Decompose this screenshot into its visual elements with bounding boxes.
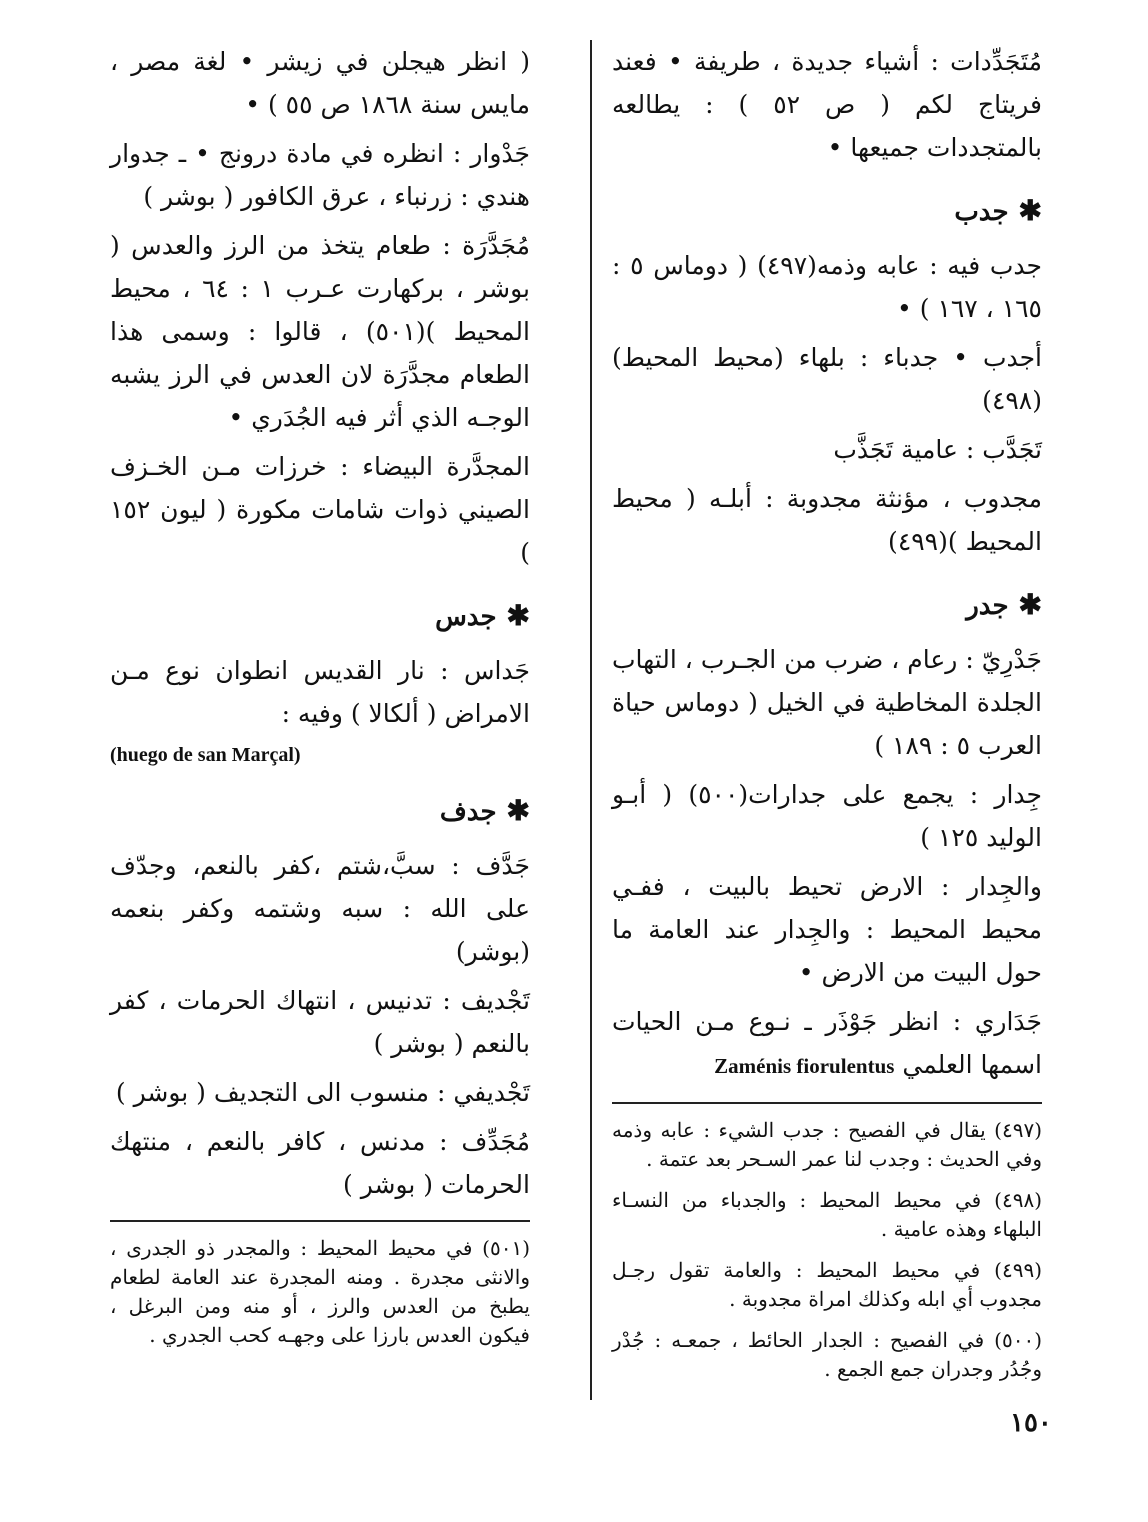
heading-jds bbox=[110, 596, 530, 637]
page-number: ١٥٠ bbox=[1010, 1408, 1052, 1438]
asterisk-icon: ✱ bbox=[506, 794, 530, 827]
entry: تَجَدَّب : عامية تَجَذَّب bbox=[833, 435, 1042, 464]
heading-label: جدر bbox=[966, 591, 1009, 621]
entry: مُجَدَّرَة : طعام يتخذ من الرز والعدس ( بوشر ، بركهارت عـرب ١ : ٦٤ ، محيط المحيط )(٥٠١) ، قالوا : وسمى هذا الطعام مجدَّرَة لان العدس في الرز يشبه الوجـه الذي أثر فيه الجُدَري • bbox=[110, 231, 530, 432]
entry: جِدار : يجمع على جدارات(٥٠٠) ( أبـو الوليد ١٢٥ ) bbox=[612, 780, 1042, 852]
entry: جَدَّف : سبَّ،شتم ،كفر بالنعم، وجدّف على الله : سبه وشتمه وكفر بنعمه (بوشر) bbox=[110, 851, 530, 966]
entry: المجدَّرة البيضاء : خرزات مـن الخـزف الصيني ذوات شامات مكورة ( ليون ١٥٢ ) bbox=[110, 452, 530, 567]
entry: جدب فيه : عابه وذمه(٤٩٧) ( دوماس ٥ : ١٦٥ ، ١٦٧ ) • bbox=[612, 251, 1043, 323]
entry-jadari bbox=[612, 1000, 1042, 1088]
footnote: (٥٠٠) في الفصيح : الجدار الحائط ، جمعـه : جُدْر وجُدُر وجدران جمع الجمع . bbox=[612, 1328, 1042, 1381]
heading-label: جدس bbox=[435, 602, 497, 632]
footnote: (٤٩٨) في محيط المحيط : والجدباء من النسـاء البلهاء وهذه عامية . bbox=[612, 1188, 1042, 1241]
entry-text: جَدَاري : انظر جَوْذَر ـ نـوع مـن الحيات اسمها العلمي bbox=[612, 1007, 1042, 1079]
entry: ( انظر هيجلن في زيشر • لغة مصر ، مايس سنة ١٨٦٨ ص ٥٥ ) • bbox=[110, 47, 530, 119]
entry: والجِدار : الارض تحيط بالبيت ، ففـي محيط المحيط : والجِدار عند العامة ما حول البيت من الارض • bbox=[612, 872, 1042, 987]
entry: جَدْوار : انظره في مادة درونج • ـ جدوار هندي : زرنباء ، عرق الكافور ( بوشر ) bbox=[110, 139, 530, 211]
heading-jdf bbox=[110, 791, 530, 832]
entry: أجدب • جدباء : بلهاء (محيط المحيط)(٤٩٨) bbox=[612, 343, 1042, 415]
right-column bbox=[612, 40, 1042, 1396]
column-divider bbox=[590, 40, 592, 1400]
entry: تَجْديف : تدنيس ، انتهاك الحرمات ، كفر بالنعم ( بوشر ) bbox=[110, 986, 530, 1058]
asterisk-icon: ✱ bbox=[506, 599, 530, 632]
entry: تَجْديفي : منسوب الى التجديف ( بوشر ) bbox=[115, 1078, 530, 1107]
latin-gloss: (huego de san Marçal) bbox=[110, 744, 301, 766]
footnote-rule bbox=[110, 1220, 530, 1222]
footnote: (٤٩٩) في محيط المحيط : والعامة تقول رجـل مجدوب أي ابله وكذلك امراة مجدوبة . bbox=[612, 1258, 1042, 1311]
footnote: (٤٩٧) يقال في الفصيح : جدب الشيء : عابه وذمه وفي الحديث : وجدب لنا عمر السـحر بعد عتمة . bbox=[612, 1118, 1042, 1171]
entry: مُجَدِّف : مدنس ، كافر بالنعم ، منتهك الحرمات ( بوشر ) bbox=[110, 1127, 530, 1199]
entry: مجدوب ، مؤنثة مجدوبة : أبلـه ( محيط المحيط )(٤٩٩) bbox=[612, 484, 1042, 556]
asterisk-icon: ✱ bbox=[1018, 194, 1042, 227]
heading-label: جدب bbox=[954, 197, 1009, 227]
entry: جَدْرِيّ : رعام ، ضرب من الجـرب ، التهاب الجلدة المخاطية في الخيل ( دوماس حياة العرب ٥ : ١٨٩ ) bbox=[612, 645, 1042, 760]
heading-jdb bbox=[612, 191, 1042, 232]
entry: جَداس : نار القديس انطوان نوع مـن الامراض ( ألكالا ) وفيه : bbox=[110, 656, 530, 728]
latin-species-name: Zaménis fiorulentus bbox=[714, 1054, 895, 1078]
left-column bbox=[110, 40, 530, 1362]
heading-jdr bbox=[612, 585, 1042, 626]
footnote: (٥٠١) في محيط المحيط : والمجدر ذو الجدرى ، والانثى مجدرة . ومنه المجدرة عند العامة لطعام يطبخ من العدس والرز ، أو منه ومن البرغل ، فيكون العدس بارزا على وجهـه كحب الجدري . bbox=[110, 1236, 530, 1347]
entry-mutajaddidat: مُتَجَدِّدات : أشياء جديدة ، طريفة • فعند فريتاج لكم ( ص ٥٢ ) : يطالعه بالمتجددات جميعها • bbox=[612, 47, 1042, 162]
asterisk-icon: ✱ bbox=[1018, 588, 1042, 621]
footnote-rule bbox=[612, 1102, 1042, 1104]
heading-label: جدف bbox=[439, 797, 497, 827]
